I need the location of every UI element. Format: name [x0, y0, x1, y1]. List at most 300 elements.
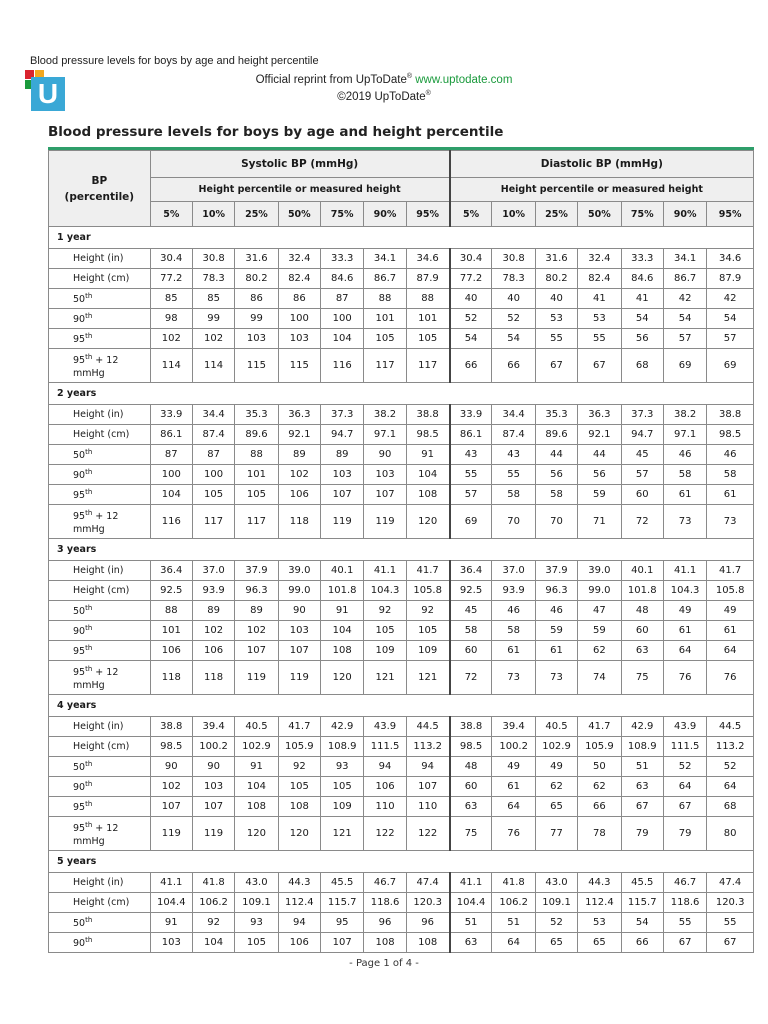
diastolic-value-cell: 105.8 [707, 581, 754, 601]
diastolic-percentile-header: 75% [621, 202, 663, 227]
diastolic-value-cell: 44 [578, 445, 621, 465]
systolic-value-cell: 110 [364, 797, 406, 817]
systolic-value-cell: 92 [278, 757, 320, 777]
diastolic-value-cell: 115.7 [621, 893, 663, 913]
diastolic-percentile-header: 50% [578, 202, 621, 227]
diastolic-value-cell: 75 [450, 817, 492, 851]
diastolic-value-cell: 54 [492, 329, 535, 349]
table-row [49, 329, 754, 349]
diastolic-value-cell: 43 [492, 445, 535, 465]
systolic-value-cell: 119 [192, 817, 234, 851]
logo-u-letter: U [31, 77, 65, 111]
diastolic-value-cell: 69 [450, 505, 492, 539]
row-label [49, 913, 151, 933]
diastolic-value-cell: 67 [535, 349, 577, 383]
diastolic-value-cell: 72 [450, 661, 492, 695]
diastolic-value-cell: 46 [492, 601, 535, 621]
diastolic-value-cell: 34.6 [707, 249, 754, 269]
age-group-label: 5 years [49, 851, 754, 873]
systolic-value-cell: 91 [235, 757, 278, 777]
systolic-value-cell: 98.5 [150, 737, 192, 757]
systolic-value-cell: 108 [406, 933, 449, 953]
diastolic-value-cell: 76 [663, 661, 706, 695]
systolic-value-cell: 105 [235, 485, 278, 505]
systolic-value-cell: 107 [364, 485, 406, 505]
diastolic-value-cell: 52 [663, 757, 706, 777]
reprint-text: Official reprint from UpToDate [255, 73, 407, 86]
systolic-value-cell: 105.9 [278, 737, 320, 757]
systolic-value-cell: 107 [150, 797, 192, 817]
diastolic-value-cell: 49 [535, 757, 577, 777]
row-label-text: Height (in) [73, 409, 124, 420]
diastolic-value-cell: 86.7 [663, 269, 706, 289]
systolic-value-cell: 103 [235, 329, 278, 349]
systolic-value-cell: 108 [320, 641, 363, 661]
systolic-value-cell: 33.9 [150, 405, 192, 425]
table-row [49, 269, 754, 289]
diastolic-value-cell: 55 [578, 329, 621, 349]
systolic-value-cell: 85 [150, 289, 192, 309]
row-label [49, 817, 151, 851]
diastolic-value-cell: 58 [535, 485, 577, 505]
diastolic-value-cell: 65 [578, 933, 621, 953]
diastolic-value-cell: 56 [621, 329, 663, 349]
diastolic-value-cell: 70 [535, 505, 577, 539]
diastolic-value-cell: 55 [663, 913, 706, 933]
diastolic-value-cell: 40 [535, 289, 577, 309]
diastolic-value-cell: 98.5 [707, 425, 754, 445]
systolic-value-cell: 100 [192, 465, 234, 485]
diastolic-value-cell: 53 [578, 913, 621, 933]
systolic-value-cell: 105 [364, 329, 406, 349]
page-footer: - Page 1 of 4 - [349, 958, 419, 969]
diastolic-value-cell: 55 [535, 329, 577, 349]
row-label-text: 95 [73, 355, 86, 367]
row-label-text: 90 [73, 938, 86, 950]
diastolic-value-cell: 40 [450, 289, 492, 309]
systolic-value-cell: 104 [320, 329, 363, 349]
age-group-row [49, 383, 754, 405]
table-row [49, 249, 754, 269]
systolic-value-cell: 95 [320, 913, 363, 933]
systolic-value-cell: 105 [235, 933, 278, 953]
row-label-text: 95 [73, 646, 86, 658]
systolic-value-cell: 34.6 [406, 249, 449, 269]
systolic-value-cell: 31.6 [235, 249, 278, 269]
systolic-value-cell: 118 [278, 505, 320, 539]
diastolic-value-cell: 41 [578, 289, 621, 309]
diastolic-value-cell: 43.0 [535, 873, 577, 893]
diastolic-value-cell: 52 [707, 757, 754, 777]
diastolic-value-cell: 59 [578, 621, 621, 641]
systolic-value-cell: 102 [192, 329, 234, 349]
systolic-value-cell: 89.6 [235, 425, 278, 445]
diastolic-value-cell: 69 [707, 349, 754, 383]
diastolic-value-cell: 66 [450, 349, 492, 383]
row-label-text: Height (cm) [73, 273, 130, 284]
bp-header-line2: (percentile) [64, 190, 135, 203]
systolic-value-cell: 100 [320, 309, 363, 329]
table-row [49, 445, 754, 465]
systolic-value-cell: 102.9 [235, 737, 278, 757]
table-row [49, 465, 754, 485]
diastolic-value-cell: 64 [707, 777, 754, 797]
row-label-superscript: th [85, 353, 93, 362]
systolic-value-cell: 104 [150, 485, 192, 505]
systolic-value-cell: 80.2 [235, 269, 278, 289]
diastolic-value-cell: 45.5 [621, 873, 663, 893]
systolic-value-cell: 99 [235, 309, 278, 329]
systolic-value-cell: 38.2 [364, 405, 406, 425]
diastolic-value-cell: 45 [621, 445, 663, 465]
systolic-value-cell: 93 [235, 913, 278, 933]
diastolic-value-cell: 55 [707, 913, 754, 933]
systolic-value-cell: 94 [364, 757, 406, 777]
diastolic-value-cell: 33.3 [621, 249, 663, 269]
systolic-value-cell: 108 [278, 797, 320, 817]
systolic-value-cell: 82.4 [278, 269, 320, 289]
systolic-value-cell: 40.5 [235, 717, 278, 737]
diastolic-value-cell: 61 [492, 777, 535, 797]
systolic-value-cell: 97.1 [364, 425, 406, 445]
systolic-value-cell: 103 [364, 465, 406, 485]
diastolic-value-cell: 55 [492, 465, 535, 485]
systolic-value-cell: 40.1 [320, 561, 363, 581]
systolic-value-cell: 34.1 [364, 249, 406, 269]
row-label-text: 50 [73, 762, 86, 774]
diastolic-value-cell: 78.3 [492, 269, 535, 289]
systolic-value-cell: 118 [192, 661, 234, 695]
systolic-value-cell: 38.8 [406, 405, 449, 425]
systolic-value-cell: 107 [320, 933, 363, 953]
diastolic-value-cell: 86.1 [450, 425, 492, 445]
systolic-value-cell: 105.8 [406, 581, 449, 601]
diastolic-value-cell: 37.3 [621, 405, 663, 425]
systolic-value-cell: 94 [278, 913, 320, 933]
age-group-label: 3 years [49, 539, 754, 561]
diastolic-value-cell: 62 [578, 641, 621, 661]
diastolic-value-cell: 79 [621, 817, 663, 851]
diastolic-value-cell: 89.6 [535, 425, 577, 445]
systolic-value-cell: 117 [364, 349, 406, 383]
diastolic-value-cell: 79 [663, 817, 706, 851]
diastolic-value-cell: 43.9 [663, 717, 706, 737]
row-label [49, 873, 151, 893]
systolic-percentile-header: 5% [150, 202, 192, 227]
table-row [49, 717, 754, 737]
systolic-value-cell: 90 [278, 601, 320, 621]
row-label-superscript: th [85, 509, 93, 518]
row-label-text: 95 [73, 823, 86, 835]
table-row [49, 349, 754, 383]
diastolic-value-cell: 32.4 [578, 249, 621, 269]
systolic-value-cell: 100.2 [192, 737, 234, 757]
diastolic-value-cell: 44 [535, 445, 577, 465]
diastolic-value-cell: 49 [492, 757, 535, 777]
systolic-value-cell: 104 [320, 621, 363, 641]
diastolic-value-cell: 63 [621, 777, 663, 797]
systolic-value-cell: 108 [406, 485, 449, 505]
diastolic-value-cell: 72 [621, 505, 663, 539]
diastolic-value-cell: 44.3 [578, 873, 621, 893]
systolic-value-cell: 36.3 [278, 405, 320, 425]
diastolic-value-cell: 92.5 [450, 581, 492, 601]
systolic-value-cell: 101 [406, 309, 449, 329]
age-group-label: 4 years [49, 695, 754, 717]
diastolic-header: Diastolic BP (mmHg) [450, 151, 754, 178]
diastolic-value-cell: 38.8 [707, 405, 754, 425]
systolic-percentile-header: 90% [364, 202, 406, 227]
bp-percentile-header [49, 151, 151, 227]
diastolic-value-cell: 68 [707, 797, 754, 817]
systolic-value-cell: 94.7 [320, 425, 363, 445]
row-label [49, 249, 151, 269]
diastolic-value-cell: 35.3 [535, 405, 577, 425]
table-row [49, 873, 754, 893]
diastolic-percentile-header: 95% [707, 202, 754, 227]
reprint-registered-mark: ® [406, 73, 413, 80]
diastolic-value-cell: 61 [707, 485, 754, 505]
row-label-superscript: th [85, 291, 93, 300]
systolic-value-cell: 106 [150, 641, 192, 661]
row-label-text: Height (in) [73, 721, 124, 732]
systolic-value-cell: 41.7 [278, 717, 320, 737]
diastolic-value-cell: 78 [578, 817, 621, 851]
systolic-value-cell: 107 [406, 777, 449, 797]
diastolic-value-cell: 44.5 [707, 717, 754, 737]
diastolic-value-cell: 57 [450, 485, 492, 505]
systolic-value-cell: 114 [150, 349, 192, 383]
systolic-value-cell: 88 [364, 289, 406, 309]
table-row [49, 601, 754, 621]
row-label-superscript: th [85, 487, 93, 496]
systolic-value-cell: 114 [192, 349, 234, 383]
row-label [49, 405, 151, 425]
systolic-value-cell: 119 [320, 505, 363, 539]
diastolic-value-cell: 70 [492, 505, 535, 539]
diastolic-value-cell: 73 [663, 505, 706, 539]
diastolic-value-cell: 60 [450, 641, 492, 661]
diastolic-value-cell: 48 [450, 757, 492, 777]
table-row [49, 621, 754, 641]
diastolic-value-cell: 51 [492, 913, 535, 933]
age-group-row [49, 227, 754, 249]
systolic-value-cell: 111.5 [364, 737, 406, 757]
systolic-value-cell: 106 [278, 485, 320, 505]
diastolic-value-cell: 102.9 [535, 737, 577, 757]
systolic-value-cell: 90 [150, 757, 192, 777]
systolic-value-cell: 45.5 [320, 873, 363, 893]
row-label-text: Height (cm) [73, 585, 130, 596]
systolic-value-cell: 101.8 [320, 581, 363, 601]
diastolic-value-cell: 82.4 [578, 269, 621, 289]
diastolic-value-cell: 42 [663, 289, 706, 309]
diastolic-value-cell: 50 [578, 757, 621, 777]
systolic-value-cell: 105 [320, 777, 363, 797]
systolic-value-cell: 122 [364, 817, 406, 851]
diastolic-value-cell: 61 [707, 621, 754, 641]
table-row [49, 581, 754, 601]
diastolic-percentile-header: 90% [663, 202, 706, 227]
row-label [49, 601, 151, 621]
systolic-value-cell: 91 [150, 913, 192, 933]
diastolic-value-cell: 58 [492, 621, 535, 641]
systolic-value-cell: 96 [364, 913, 406, 933]
diastolic-value-cell: 56 [578, 465, 621, 485]
systolic-value-cell: 102 [150, 329, 192, 349]
row-label [49, 737, 151, 757]
diastolic-value-cell: 30.4 [450, 249, 492, 269]
systolic-value-cell: 102 [278, 465, 320, 485]
diastolic-value-cell: 62 [578, 777, 621, 797]
systolic-value-cell: 104.4 [150, 893, 192, 913]
systolic-value-cell: 38.8 [150, 717, 192, 737]
row-label [49, 581, 151, 601]
diastolic-value-cell: 57 [621, 465, 663, 485]
diastolic-value-cell: 68 [621, 349, 663, 383]
systolic-value-cell: 109 [406, 641, 449, 661]
systolic-value-cell: 101 [364, 309, 406, 329]
diastolic-value-cell: 30.8 [492, 249, 535, 269]
uptodate-link[interactable]: www.uptodate.com [415, 73, 513, 86]
diastolic-value-cell: 75 [621, 661, 663, 695]
systolic-value-cell: 121 [364, 661, 406, 695]
row-label-text: 95 [73, 511, 86, 523]
systolic-value-cell: 44.3 [278, 873, 320, 893]
diastolic-value-cell: 77.2 [450, 269, 492, 289]
diastolic-value-cell: 48 [621, 601, 663, 621]
row-label-text: Height (in) [73, 877, 124, 888]
diastolic-value-cell: 64 [492, 933, 535, 953]
reprint-notice [0, 70, 768, 104]
diastolic-value-cell: 45 [450, 601, 492, 621]
diastolic-value-cell: 69 [663, 349, 706, 383]
systolic-value-cell: 109 [320, 797, 363, 817]
diastolic-value-cell: 49 [707, 601, 754, 621]
row-label-superscript: th [85, 643, 93, 652]
systolic-height-subheader: Height percentile or measured height [150, 178, 450, 202]
systolic-value-cell: 88 [150, 601, 192, 621]
row-label-superscript: th [85, 623, 93, 632]
systolic-value-cell: 109 [364, 641, 406, 661]
row-label-text: 95 [73, 334, 86, 346]
diastolic-value-cell: 58 [450, 621, 492, 641]
systolic-value-cell: 120 [278, 817, 320, 851]
systolic-percentile-header: 25% [235, 202, 278, 227]
diastolic-value-cell: 46 [535, 601, 577, 621]
systolic-value-cell: 44.5 [406, 717, 449, 737]
diastolic-value-cell: 41.1 [663, 561, 706, 581]
row-label-text: 90 [73, 782, 86, 794]
row-label-superscript: th [85, 759, 93, 768]
row-label-superscript: th [85, 331, 93, 340]
table-row [49, 757, 754, 777]
diastolic-value-cell: 41 [621, 289, 663, 309]
systolic-value-cell: 103 [150, 933, 192, 953]
systolic-value-cell: 99.0 [278, 581, 320, 601]
diastolic-value-cell: 101.8 [621, 581, 663, 601]
diastolic-value-cell: 52 [450, 309, 492, 329]
systolic-value-cell: 87.4 [192, 425, 234, 445]
diastolic-value-cell: 46 [663, 445, 706, 465]
diastolic-value-cell: 63 [621, 641, 663, 661]
diastolic-value-cell: 39.4 [492, 717, 535, 737]
diastolic-value-cell: 37.0 [492, 561, 535, 581]
systolic-value-cell: 101 [235, 465, 278, 485]
systolic-value-cell: 120.3 [406, 893, 449, 913]
diastolic-value-cell: 105.9 [578, 737, 621, 757]
diastolic-value-cell: 47 [578, 601, 621, 621]
row-label-text: Height (in) [73, 253, 124, 264]
diastolic-value-cell: 71 [578, 505, 621, 539]
systolic-value-cell: 105 [406, 621, 449, 641]
systolic-value-cell: 102 [235, 621, 278, 641]
diastolic-value-cell: 67 [663, 933, 706, 953]
systolic-value-cell: 119 [364, 505, 406, 539]
systolic-value-cell: 107 [192, 797, 234, 817]
systolic-value-cell: 93.9 [192, 581, 234, 601]
diastolic-value-cell: 51 [621, 757, 663, 777]
systolic-value-cell: 104.3 [364, 581, 406, 601]
systolic-value-cell: 47.4 [406, 873, 449, 893]
row-label [49, 309, 151, 329]
diastolic-percentile-header: 5% [450, 202, 492, 227]
systolic-value-cell: 99 [192, 309, 234, 329]
diastolic-value-cell: 59 [535, 621, 577, 641]
diastolic-value-cell: 41.1 [450, 873, 492, 893]
diastolic-value-cell: 58 [663, 465, 706, 485]
diastolic-value-cell: 77 [535, 817, 577, 851]
systolic-value-cell: 100 [278, 309, 320, 329]
systolic-value-cell: 36.4 [150, 561, 192, 581]
diastolic-value-cell: 57 [663, 329, 706, 349]
row-label [49, 425, 151, 445]
systolic-value-cell: 86.1 [150, 425, 192, 445]
diastolic-value-cell: 51 [450, 913, 492, 933]
table-row [49, 405, 754, 425]
row-label-text: Height (cm) [73, 897, 130, 908]
table-row [49, 289, 754, 309]
diastolic-value-cell: 106.2 [492, 893, 535, 913]
row-label-superscript: th [85, 447, 93, 456]
systolic-value-cell: 113.2 [406, 737, 449, 757]
systolic-value-cell: 46.7 [364, 873, 406, 893]
diastolic-value-cell: 58 [707, 465, 754, 485]
row-label [49, 289, 151, 309]
systolic-value-cell: 102 [192, 621, 234, 641]
diastolic-value-cell: 40 [492, 289, 535, 309]
systolic-value-cell: 115.7 [320, 893, 363, 913]
diastolic-value-cell: 38.2 [663, 405, 706, 425]
diastolic-value-cell: 54 [707, 309, 754, 329]
row-label [49, 329, 151, 349]
systolic-value-cell: 120 [235, 817, 278, 851]
diastolic-value-cell: 99.0 [578, 581, 621, 601]
diastolic-value-cell: 73 [492, 661, 535, 695]
systolic-value-cell: 119 [278, 661, 320, 695]
systolic-value-cell: 39.4 [192, 717, 234, 737]
copyright-text: ©2019 UpToDate [337, 90, 426, 103]
systolic-value-cell: 37.9 [235, 561, 278, 581]
diastolic-value-cell: 37.9 [535, 561, 577, 581]
diastolic-value-cell: 41.8 [492, 873, 535, 893]
row-label-superscript: th [85, 799, 93, 808]
systolic-value-cell: 41.7 [406, 561, 449, 581]
systolic-value-cell: 104 [406, 465, 449, 485]
diastolic-value-cell: 40.5 [535, 717, 577, 737]
diastolic-value-cell: 54 [450, 329, 492, 349]
systolic-value-cell: 30.8 [192, 249, 234, 269]
